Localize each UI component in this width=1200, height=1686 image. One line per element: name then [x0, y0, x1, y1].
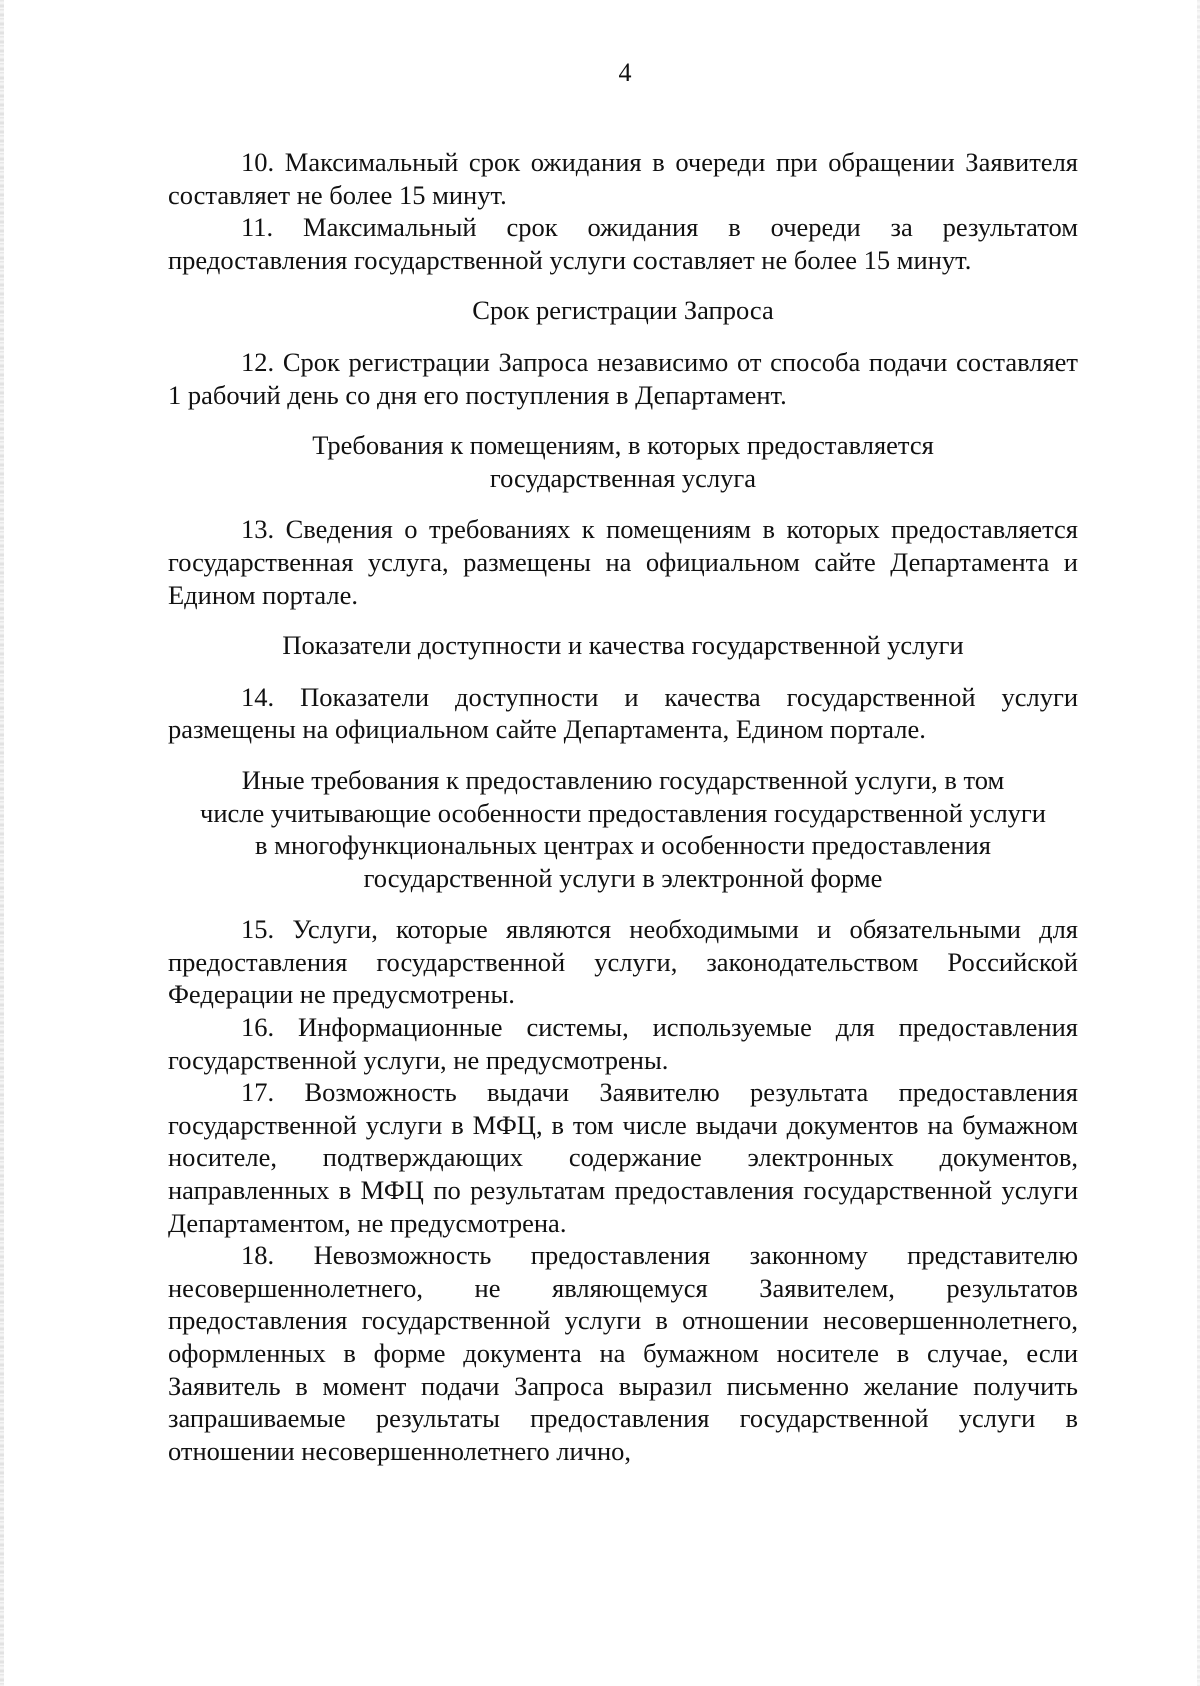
- paragraph-11: 11. Максимальный срок ожидания в очереди за результатом предоставления государственной услуги составляет не более 15 минут.: [168, 212, 1078, 275]
- heading-other-requirements: [162, 764, 1084, 894]
- paragraph-12: 12. Срок регистрации Запроса независимо от способа подачи составляет 1 рабочий день со дня его поступления в Департамент.: [168, 346, 1078, 410]
- heading-quality-indicators: [168, 629, 1078, 662]
- heading-line: государственной услуги в электронной форме: [363, 862, 883, 893]
- heading-line: Срок регистрации Запроса: [472, 295, 774, 326]
- paragraph-17: 17. Возможность выдачи Заявителю результата предоставления государственной услуги в МФЦ, в том числе выдачи документов на бумажном носителе, подтверждающих содержание электронных документов, направленных в МФЦ по результатам предоставления государственной услуги Департаментом, не предусмотрена.: [168, 1077, 1078, 1238]
- document-body: [168, 146, 1078, 1467]
- paragraph-16: 16. Информационные системы, используемые для предоставления государственной услуги, не предусмотрены.: [168, 1012, 1078, 1075]
- paragraph-14: 14. Показатели доступности и качества государственной услуги размещены на официальном сайте Департамента, Едином портале.: [168, 681, 1078, 745]
- paragraph-10: 10. Максимальный срок ожидания в очереди при обращении Заявителя составляет не более 15 минут.: [168, 147, 1078, 210]
- paragraph-15: 15. Услуги, которые являются необходимыми и обязательными для предоставления государственной услуги, законодательством Российской Федерации не предусмотрены.: [168, 914, 1078, 1010]
- scan-edge-left: [0, 0, 4, 1686]
- heading-line: государственная услуга: [489, 462, 757, 493]
- heading-line: в многофункциональных центрах и особенности предоставления: [255, 830, 991, 861]
- heading-premises-requirements: [168, 429, 1078, 494]
- heading-line: Иные требования к предоставлению государственной услуги, в том: [241, 764, 1005, 795]
- heading-line: числе учитывающие особенности предоставления государственной услуги: [200, 797, 1046, 828]
- page-number: 4: [618, 58, 632, 87]
- heading-line: Показатели доступности и качества государственной услуги: [282, 630, 964, 661]
- heading-registration-term: [168, 294, 1078, 327]
- paragraph-18: 18. Невозможность предоставления законному представителю несовершеннолетнего, не являющемуся Заявителем, результатов предоставления государственной услуги в отношении несовершеннолетнего, оформленных в форме документа на бумажном носителе в случае, если Заявитель в момент подачи Запроса выразил письменно желание получить запрашиваемые результаты предоставления государственной услуги в отношении несовершеннолетнего лично,: [168, 1240, 1078, 1466]
- paragraph-13: 13. Сведения о требованиях к помещениям в которых предоставляется государственная услуга, размещены на официальном сайте Департамента и Едином портале.: [168, 514, 1078, 610]
- heading-line: Требования к помещениям, в которых предоставляется: [312, 430, 934, 461]
